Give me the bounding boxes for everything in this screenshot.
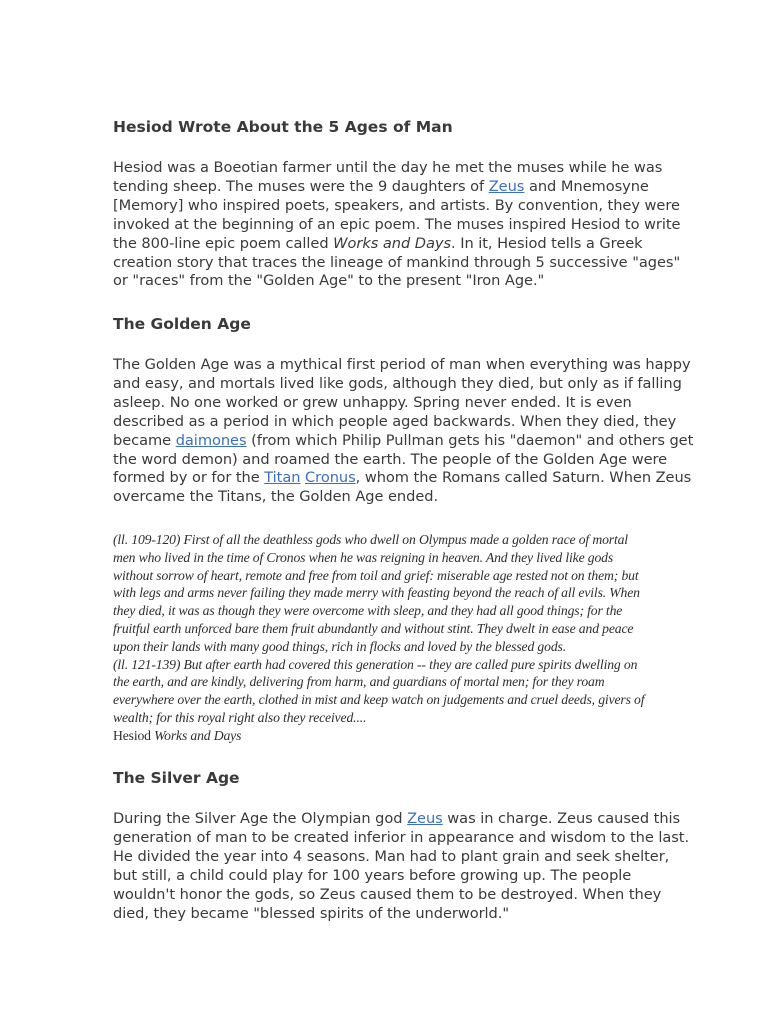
text-line: overcame the Titans, the Golden Age ended. xyxy=(113,488,439,506)
text-line: but still, a child could play for 100 years before growing up. The people xyxy=(113,866,632,884)
quote-line: men who lived in the time of Cronos when he was reigning in heaven. And they lived like gods xyxy=(113,549,614,565)
quote-line: everywhere over the earth, clothed in mist and keep watch on judgements and cruel deeds, givers of xyxy=(113,692,645,708)
text-line: [Memory] who inspired poets, speakers, and artists. By convention, they were xyxy=(113,196,680,214)
quote-line: wealth; for this royal right also they received.... xyxy=(113,709,367,725)
daimones-link[interactable]: daimones xyxy=(175,431,247,449)
silver-age-heading: The Silver Age xyxy=(113,769,240,787)
quote-line: with legs and arms never failing they made merry with feasting beyond the reach of all evils. When xyxy=(113,585,640,601)
text-line: described as a period in which people aged backwards. When they died, they xyxy=(113,412,677,430)
text-line: or "races" from the "Golden Age" to the present "Iron Age." xyxy=(113,272,545,290)
golden-age-paragraph xyxy=(113,356,725,507)
text-line: He divided the year into 4 seasons. Man had to plant grain and seek shelter, xyxy=(113,847,670,865)
cronus-link[interactable]: Cronus xyxy=(305,469,356,487)
text-line: During the Silver Age the Olympian god Zeus was in charge. Zeus caused this xyxy=(113,810,681,827)
article-title: Hesiod Wrote About the 5 Ages of Man xyxy=(113,118,453,136)
works-and-days-quote xyxy=(113,531,728,745)
quote-line: they died, it was as though they were overcome with sleep, and they had all good things; for the xyxy=(113,603,623,619)
quote-line: fruitful earth unforced bare them fruit abundantly and without stint. They dwelt in ease and peace xyxy=(113,620,634,636)
text-line: creation story that traces the lineage of mankind through 5 successive "ages" xyxy=(113,253,681,271)
golden-age-heading: The Golden Age xyxy=(113,315,251,333)
text-line: and easy, and mortals lived like gods, although they died, but only as if falling xyxy=(113,374,682,392)
quote-line: (ll. 109-120) First of all the deathless gods who dwell on Olympus made a golden race of mortal xyxy=(113,532,628,547)
intro-paragraph xyxy=(113,159,725,291)
quote-line: upon their lands with many good things, rich in flocks and loved by the blessed gods. xyxy=(113,638,566,654)
text-line: Hesiod was a Boeotian farmer until the day he met the muses while he was xyxy=(113,159,663,176)
text-line: the word demon) and roamed the earth. The people of the Golden Age were xyxy=(113,450,668,468)
silver-age-paragraph xyxy=(113,810,725,923)
text-line: invoked at the beginning of an epic poem. The muses inspired Hesiod to write xyxy=(113,215,681,233)
text-line: asleep. No one worked or grew unhappy. Spring never ended. It is even xyxy=(113,393,632,411)
titan-link[interactable]: Titan xyxy=(264,469,301,487)
quote-line: without sorrow of heart, remote and free from toil and grief: miserable age rested not on them; but xyxy=(113,567,639,583)
quote-attribution: Hesiod Works and Days xyxy=(113,727,242,743)
text-line: wouldn't honor the gods, so Zeus caused them to be destroyed. When they xyxy=(113,885,662,903)
text-line: died, they became "blessed spirits of the underworld." xyxy=(113,904,510,922)
zeus-link[interactable]: Zeus xyxy=(407,810,443,827)
text-line: the 800-line epic poem called Works and Days. In it, Hesiod tells a Greek xyxy=(113,234,643,252)
text-line: generation of man to be created inferior in appearance and wisdom to the last. xyxy=(113,828,690,846)
text-line: formed by or for the Titan Cronus, whom the Romans called Saturn. When Zeus xyxy=(113,469,692,487)
quote-line: the earth, and are kindly, delivering from harm, and guardians of mortal men; for they roam xyxy=(113,674,605,690)
zeus-link[interactable]: Zeus xyxy=(488,177,525,195)
works-and-days-title: Works and Days xyxy=(333,234,452,252)
quote-line: (ll. 121-139) But after earth had covered this generation -- they are called pure spirits dwelling on xyxy=(113,656,638,672)
text-line: became daimones (from which Philip Pullman gets his "daemon" and others get xyxy=(113,431,694,449)
text-line: tending sheep. The muses were the 9 daughters of Zeus and Mnemosyne xyxy=(113,177,649,195)
text-line: The Golden Age was a mythical first period of man when everything was happy xyxy=(113,356,691,373)
